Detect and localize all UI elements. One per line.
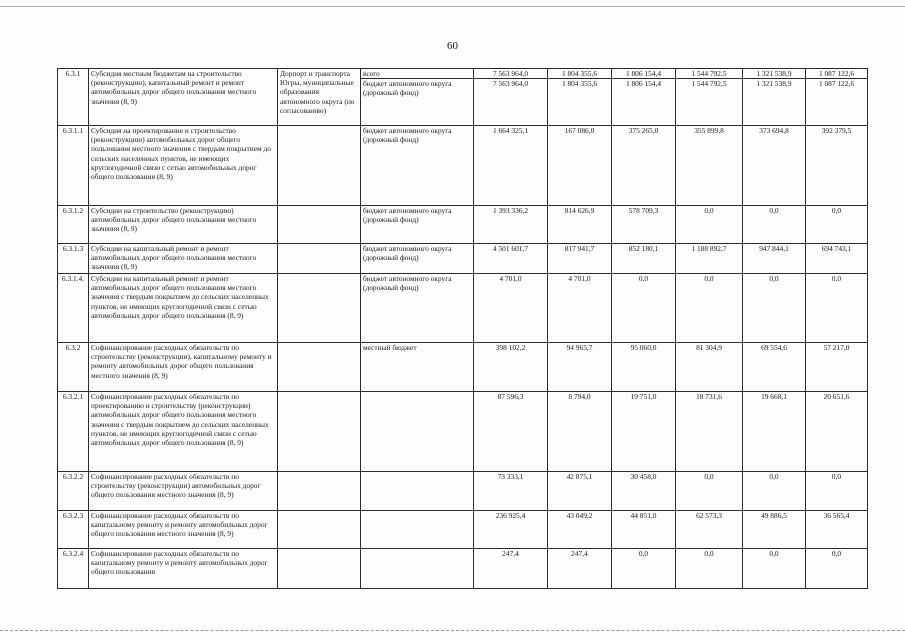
value: 0,0 [806, 274, 868, 343]
row-source [361, 511, 474, 549]
value: 0,0 [743, 274, 806, 343]
row-name: Софинансирование расходных обязательств по капитальному ремонту и ремонту автомобильных дорог общего пользования местного значения (8, 9) [89, 511, 278, 549]
value: 30 458,0 [612, 472, 676, 511]
value: 398 102,2 [474, 343, 548, 392]
value: 0,0 [743, 549, 806, 589]
value-total: 1 804 355,6 [561, 69, 598, 78]
value: 57 217,0 [806, 343, 868, 392]
value: 7 563 964,0 [474, 78, 547, 88]
value: 1 544 792,5 [676, 78, 742, 88]
value: 814 626,9 [548, 206, 612, 244]
row-code: 6.3.2.4 [58, 549, 89, 589]
value: 1 806 154,4 [612, 78, 675, 88]
row-source [361, 69, 474, 126]
value: 18 731,6 [676, 392, 743, 472]
row-name: Субсидия на проектирование и строительство (реконструкцию) автомобильных дорог общего пользования местного значения с твердым покрытием до сельских населенных пунктов, не имеющих круглогодичной связи с сетью автомобильных дорог общего пользования (8, 9) [89, 126, 278, 206]
row-source: бюджет автономного округа (дорожный фонд) [361, 206, 474, 244]
row-source: местный бюджет [361, 343, 474, 392]
value: 355 899,8 [676, 126, 743, 206]
source-total-label: всего [361, 69, 473, 79]
row-executor [278, 126, 361, 206]
value: 4 501 601,7 [474, 244, 548, 274]
value: 49 886,5 [743, 511, 806, 549]
row-code: 6.3.1 [58, 69, 89, 126]
scan-edge-bottom [0, 630, 905, 631]
row-code: 6.3.1.2 [58, 206, 89, 244]
table-row [58, 392, 868, 472]
table-row [58, 343, 868, 392]
value-total: 1 087 122,6 [818, 69, 855, 78]
value: 247,4 [474, 549, 548, 589]
value: 1 664 325,1 [474, 126, 548, 206]
value: 36 565,4 [806, 511, 868, 549]
row-source [361, 472, 474, 511]
row-source [361, 392, 474, 472]
value: 0,0 [806, 549, 868, 589]
value: 94 965,7 [548, 343, 612, 392]
budget-table [57, 68, 868, 589]
table-row [58, 472, 868, 511]
value-total: 7 563 964,0 [492, 69, 529, 78]
value: 4 701,0 [548, 274, 612, 343]
row-code: 6.3.2.1 [58, 392, 89, 472]
table-row [58, 69, 868, 126]
value: 947 844,1 [743, 244, 806, 274]
value: 236 925,4 [474, 511, 548, 549]
row-executor [278, 244, 361, 274]
value: 20 651,6 [806, 392, 868, 472]
value: 0,0 [676, 549, 743, 589]
table-row [58, 511, 868, 549]
value: 69 554,6 [743, 343, 806, 392]
row-name: Субсидии на капитальный ремонт и ремонт автомобильных дорог общего пользования местного значения (8, 9) [89, 244, 278, 274]
row-code: 6.3.1.3 [58, 244, 89, 274]
value: 0,0 [676, 206, 743, 244]
value: 0,0 [612, 274, 676, 343]
row-executor [278, 343, 361, 392]
row-executor [278, 472, 361, 511]
row-executor: Дорпорт и транспорта Югры, муниципальные образования автономного округа (по согласованию) [278, 69, 361, 126]
row-executor [278, 511, 361, 549]
row-code: 6.3.1.4. [58, 274, 89, 343]
value: 95 060,0 [612, 343, 676, 392]
value: 19 751,0 [612, 392, 676, 472]
value-cell [474, 69, 548, 126]
value: 1 393 336,2 [474, 206, 548, 244]
table-row [58, 549, 868, 589]
table-row [58, 244, 868, 274]
value-cell [676, 69, 743, 126]
value: 62 573,3 [676, 511, 743, 549]
value: 852 180,1 [612, 244, 676, 274]
row-executor [278, 392, 361, 472]
row-executor [278, 549, 361, 589]
value: 0,0 [676, 472, 743, 511]
row-code: 6.3.1.1 [58, 126, 89, 206]
value: 1 087 122,6 [806, 78, 867, 88]
value: 73 333,1 [474, 472, 548, 511]
value: 375 265,0 [612, 126, 676, 206]
value: 19 668,1 [743, 392, 806, 472]
value: 247,4 [548, 549, 612, 589]
value: 817 941,7 [548, 244, 612, 274]
row-name: Софинансирование расходных обязательств по строительству (реконструкции), капитальному ремонту и ремонту автомобильных дорог общего пользования местного значения (8, 9) [89, 343, 278, 392]
value: 42 875,1 [548, 472, 612, 511]
value-cell [612, 69, 676, 126]
value: 4 701,0 [474, 274, 548, 343]
value: 0,0 [743, 206, 806, 244]
page-number: 60 [447, 40, 458, 52]
row-code: 6.3.2 [58, 343, 89, 392]
value: 0,0 [743, 472, 806, 511]
value: 167 086,0 [548, 126, 612, 206]
row-source: бюджет автономного округа (дорожный фонд) [361, 244, 474, 274]
value-cell [548, 69, 612, 126]
value: 1 321 538,9 [743, 78, 805, 88]
row-executor [278, 274, 361, 343]
table-row [58, 126, 868, 206]
value-cell [806, 69, 868, 126]
row-source: бюджет автономного округа (дорожный фонд) [361, 274, 474, 343]
value: 0,0 [612, 549, 676, 589]
value-cell [743, 69, 806, 126]
value: 0,0 [806, 472, 868, 511]
value: 392 379,5 [806, 126, 868, 206]
value: 0,0 [676, 274, 743, 343]
value: 44 851,0 [612, 511, 676, 549]
row-executor [278, 206, 361, 244]
value-total: 1 806 154,4 [625, 69, 662, 78]
value: 8 794,0 [548, 392, 612, 472]
value: 43 049,2 [548, 511, 612, 549]
value: 694 743,1 [806, 244, 868, 274]
value: 1 188 892,7 [676, 244, 743, 274]
row-source [361, 549, 474, 589]
row-name: Софинансирование расходных обязательств по проектированию и строительству (реконструкции) автомобильных дорог общего пользования местного значения с твердым покрытием до сельских населенных пунктов, не имеющих круглогодичной связи с сетью автомобильных дорог общего пользования (8, 9) [89, 392, 278, 472]
value: 373 694,8 [743, 126, 806, 206]
row-name: Субсидия местным бюджетам на строительство (реконструкцию), капитальный ремонт и ремонт автомобильных дорог общего пользования местного значения (8, 9) [89, 69, 278, 126]
scan-edge-top [0, 6, 905, 7]
value-total: 1 544 792,5 [691, 69, 727, 78]
value: 87 596,3 [474, 392, 548, 472]
row-name: Субсидии на строительство (реконструкцию) автомобильных дорог общего пользования местного значения (8, 9) [89, 206, 278, 244]
row-name: Софинансирование расходных обязательств по капитальному ремонту и ремонту автомобильных дорог общего пользования [89, 549, 278, 589]
value: 0,0 [806, 206, 868, 244]
table-row [58, 274, 868, 343]
table-row [58, 206, 868, 244]
source-label: бюджет автономного округа (дорожный фонд) [363, 79, 452, 98]
value: 1 804 355,6 [548, 78, 611, 88]
row-code: 6.3.2.3 [58, 511, 89, 549]
row-code: 6.3.2.2 [58, 472, 89, 511]
row-name: Субсидии на капитальный ремонт и ремонт автомобильных дорог общего пользования местного значения с твердым покрытием до сельских населенных пунктов, не имеющих круглогодичной связи с сетью автомобильных дорог общего пользования (8, 9) [89, 274, 278, 343]
row-name: Софинансирование расходных обязательств по строительству (реконструкции) автомобильных дорог общего пользования местного значения (8, 9) [89, 472, 278, 511]
value: 578 709,3 [612, 206, 676, 244]
value: 81 304,9 [676, 343, 743, 392]
row-source: бюджет автономного округа (дорожный фонд) [361, 126, 474, 206]
value-total: 1 321 538,9 [756, 69, 792, 78]
